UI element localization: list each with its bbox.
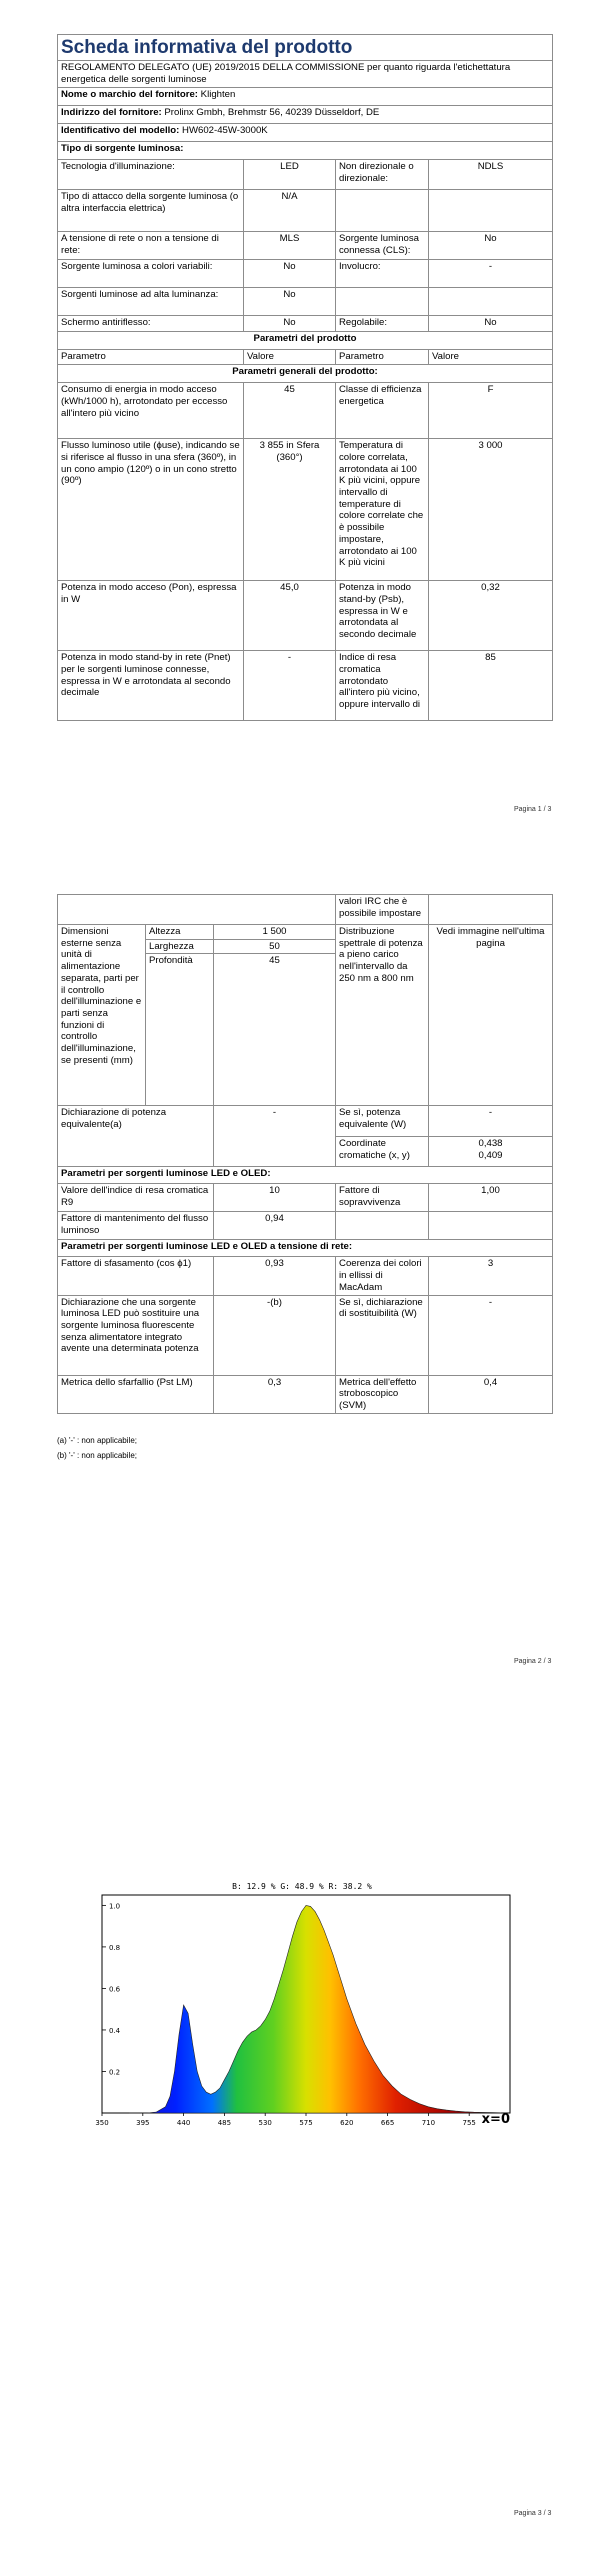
x-tick-label: 665 (380, 2119, 395, 2127)
row-label: Sorgenti luminose ad alta luminanza: (58, 288, 244, 316)
row-value: F (429, 383, 553, 439)
chroma-x: 0,438 (478, 1138, 503, 1150)
dims-label: Dimensioni esterne senza unità di alimentazione separata, parti per il controllo dell'illuminazione e parti senza funzioni di controllo dell'illuminazione, se presenti (mm) (58, 925, 146, 1106)
x-tick-label: 485 (217, 2119, 232, 2127)
corner-label: x=0 (481, 2112, 510, 2127)
phase-label: Fattore di sfasamento (cos ϕ1) (58, 1257, 214, 1295)
x-tick-label: 755 (462, 2119, 476, 2127)
row-label: A tensione di rete o non a tensione di rete: (58, 232, 244, 260)
survival-label: Fattore di sopravvivenza (336, 1184, 429, 1212)
table-row (58, 581, 553, 651)
x-tick-label: 395 (136, 2119, 150, 2127)
row-label: Flusso luminoso utile (ϕuse), indicando se si riferisce al flusso in una sfera (360º), in un cono ampio (120º) o in un cono stretto (90º) (58, 439, 244, 581)
row-label (336, 288, 429, 316)
maintenance-label: Fattore di mantenimento del flusso luminoso (58, 1212, 214, 1240)
r9-value: 10 (214, 1184, 336, 1212)
table-row (58, 383, 553, 439)
row-value: - (429, 260, 553, 288)
spectral-value: Vedi immagine nell'ultima pagina (429, 925, 553, 1106)
col-param: Parametro (58, 350, 244, 365)
row-value: 85 (429, 651, 553, 721)
chroma-value (429, 1137, 553, 1167)
row-value: No (244, 260, 336, 288)
table-row (58, 439, 553, 581)
x-tick-label: 620 (340, 2119, 354, 2127)
address-value: Prolinx Gmbh, Brehmstr 56, 40239 Düsseldorf, DE (164, 107, 380, 119)
dim-value: 1 500 (214, 925, 336, 940)
supplier-row (58, 88, 553, 106)
row-value (429, 288, 553, 316)
row-label: Sorgente luminosa connessa (CLS): (336, 232, 429, 260)
row-value: NDLS (429, 160, 553, 190)
column-header-row (58, 350, 553, 365)
svm-label: Metrica dell'effetto stroboscopico (SVM) (336, 1375, 429, 1413)
blank-cell (429, 1212, 553, 1240)
row-label: Classe di efficienza energetica (336, 383, 429, 439)
row-label: Non direzionale o direzionale: (336, 160, 429, 190)
row-value: 45,0 (244, 581, 336, 651)
col-param: Parametro (336, 350, 429, 365)
footnote-a: (a) '-' : non applicabile; (57, 1436, 137, 1445)
regulation-text: REGOLAMENTO DELEGATO (UE) 2019/2015 DELLA COMMISSIONE per quanto riguarda l'etichettatura energetica delle sorgenti luminose (58, 61, 553, 88)
led-header: Parametri per sorgenti luminose LED e OLED: (58, 1167, 553, 1184)
blank-cell (336, 1212, 429, 1240)
row-label: Consumo di energia in modo acceso (kWh/1000 h), arrotondato per eccesso all'intero più vicino (58, 383, 244, 439)
cri-continued: valori IRC che è possibile impostare (336, 895, 429, 925)
address-row (58, 106, 553, 124)
page-number-1: Pagina 1 / 3 (514, 806, 552, 813)
address-label: Indirizzo del fornitore: (61, 107, 162, 119)
row-value: No (244, 288, 336, 316)
dim-name: Profondità (146, 954, 214, 1106)
blank-cell (58, 895, 336, 925)
blank-cell (429, 895, 553, 925)
y-tick-label: 1.0 (109, 1902, 121, 1911)
equiv-w-value: - (429, 1106, 553, 1137)
row-value (429, 190, 553, 232)
row-label: Indice di resa cromatica arrotondato all'intero più vicino, oppure intervallo di (336, 651, 429, 721)
x-tick-label: 530 (258, 2119, 272, 2127)
table-row (58, 190, 553, 232)
dim-value: 50 (214, 939, 336, 954)
row-label: Potenza in modo stand-by in rete (Pnet) per le sorgenti luminose connesse, espressa in W e arrotondata al secondo decimale (58, 651, 244, 721)
row-value: 3 000 (429, 439, 553, 581)
macadam-label: Coerenza dei colori in ellissi di MacAdam (336, 1257, 429, 1295)
col-value: Valore (429, 350, 553, 365)
col-value: Valore (244, 350, 336, 365)
row-label: Temperatura di colore correlata, arrotondata ai 100 K più vicini, oppure intervallo di temperature di colore correlate che è possibile impostare, arrotondato ai 100 K più vicini (336, 439, 429, 581)
row-value: 45 (244, 383, 336, 439)
page2-table (57, 894, 553, 1414)
row-label: Sorgente luminosa a colori variabili: (58, 260, 244, 288)
row-value: MLS (244, 232, 336, 260)
y-tick-label: 0.6 (109, 1985, 121, 1994)
row-value: - (244, 651, 336, 721)
pst-label: Metrica dello sfarfallio (Pst LM) (58, 1375, 214, 1413)
row-value: No (429, 232, 553, 260)
page-number-2: Pagina 2 / 3 (514, 1658, 552, 1665)
row-value: N/A (244, 190, 336, 232)
row-label: Tipo di attacco della sorgente luminosa (o altra interfaccia elettrica) (58, 190, 244, 232)
dim-name: Altezza (146, 925, 214, 940)
mains-header: Parametri per sorgenti luminose LED e OLED a tensione di rete: (58, 1240, 553, 1257)
model-row (58, 124, 553, 142)
x-tick-label: 350 (95, 2119, 109, 2127)
general-header: Parametri generali del prodotto: (58, 365, 553, 383)
fluorescent-w-value: - (429, 1295, 553, 1375)
y-tick-label: 0.4 (109, 2026, 121, 2035)
table-row (58, 260, 553, 288)
dim-value: 45 (214, 954, 336, 1106)
fluorescent-w-label: Se sì, dichiarazione di sostituibilità (W) (336, 1295, 429, 1375)
macadam-value: 3 (429, 1257, 553, 1295)
equiv-value: - (214, 1106, 336, 1167)
chroma-label: Coordinate cromatiche (x, y) (336, 1137, 429, 1167)
supplier-label: Nome o marchio del fornitore: (61, 89, 198, 101)
x-tick-label: 575 (299, 2119, 313, 2127)
page1-table (57, 34, 553, 721)
row-value: No (244, 316, 336, 332)
params-header: Parametri del prodotto (58, 332, 553, 350)
source-type-label: Tipo di sorgente luminosa: (58, 142, 553, 160)
row-label: Tecnologia d'illuminazione: (58, 160, 244, 190)
maintenance-value: 0,94 (214, 1212, 336, 1240)
y-tick-label: 0.2 (109, 2068, 121, 2077)
row-label: Potenza in modo acceso (Pon), espressa in W (58, 581, 244, 651)
chart-title: B: 12.9 % G: 48.9 % R: 38.2 % (232, 1882, 372, 1891)
row-label: Potenza in modo stand-by (Psb), espressa in W e arrotondata al secondo decimale (336, 581, 429, 651)
row-label: Involucro: (336, 260, 429, 288)
table-row (58, 316, 553, 332)
row-value: 0,32 (429, 581, 553, 651)
fluorescent-label: Dichiarazione che una sorgente luminosa LED può sostituire una sorgente luminosa fluorescente senza alimentatore integrato avente una determinata potenza (58, 1295, 214, 1375)
x-tick-label: 440 (176, 2119, 191, 2127)
x-tick-label: 710 (421, 2119, 436, 2127)
spectral-label: Distribuzione spettrale di potenza a pieno carico nell'intervallo da 250 nm a 800 nm (336, 925, 429, 1106)
survival-value: 1,00 (429, 1184, 553, 1212)
row-label: Regolabile: (336, 316, 429, 332)
chroma-y: 0,409 (478, 1150, 503, 1162)
dim-name: Larghezza (146, 939, 214, 954)
r9-label: Valore dell'indice di resa cromatica R9 (58, 1184, 214, 1212)
spectrum-chart (82, 1875, 514, 2145)
footnote-b: (b) '-' : non applicabile; (57, 1451, 137, 1460)
row-value: LED (244, 160, 336, 190)
table-row (58, 160, 553, 190)
table-row (58, 651, 553, 721)
fluorescent-value: -(b) (214, 1295, 336, 1375)
svm-value: 0,4 (429, 1375, 553, 1413)
model-value: HW602-45W-3000K (182, 125, 268, 137)
row-label (336, 190, 429, 232)
phase-value: 0,93 (214, 1257, 336, 1295)
y-tick-label: 0.8 (109, 1943, 121, 1952)
table-row (58, 232, 553, 260)
pst-value: 0,3 (214, 1375, 336, 1413)
row-value: 3 855 in Sfera (360°) (244, 439, 336, 581)
page-number-3: Pagina 3 / 3 (514, 2510, 552, 2517)
row-label: Schermo antiriflesso: (58, 316, 244, 332)
document-title: Scheda informativa del prodotto (58, 35, 553, 61)
model-label: Identificativo del modello: (61, 125, 180, 137)
supplier-value: Klighten (200, 89, 236, 101)
equiv-label: Dichiarazione di potenza equivalente(a) (58, 1106, 214, 1167)
table-row (58, 288, 553, 316)
equiv-w-label: Se sì, potenza equivalente (W) (336, 1106, 429, 1137)
row-value: No (429, 316, 553, 332)
